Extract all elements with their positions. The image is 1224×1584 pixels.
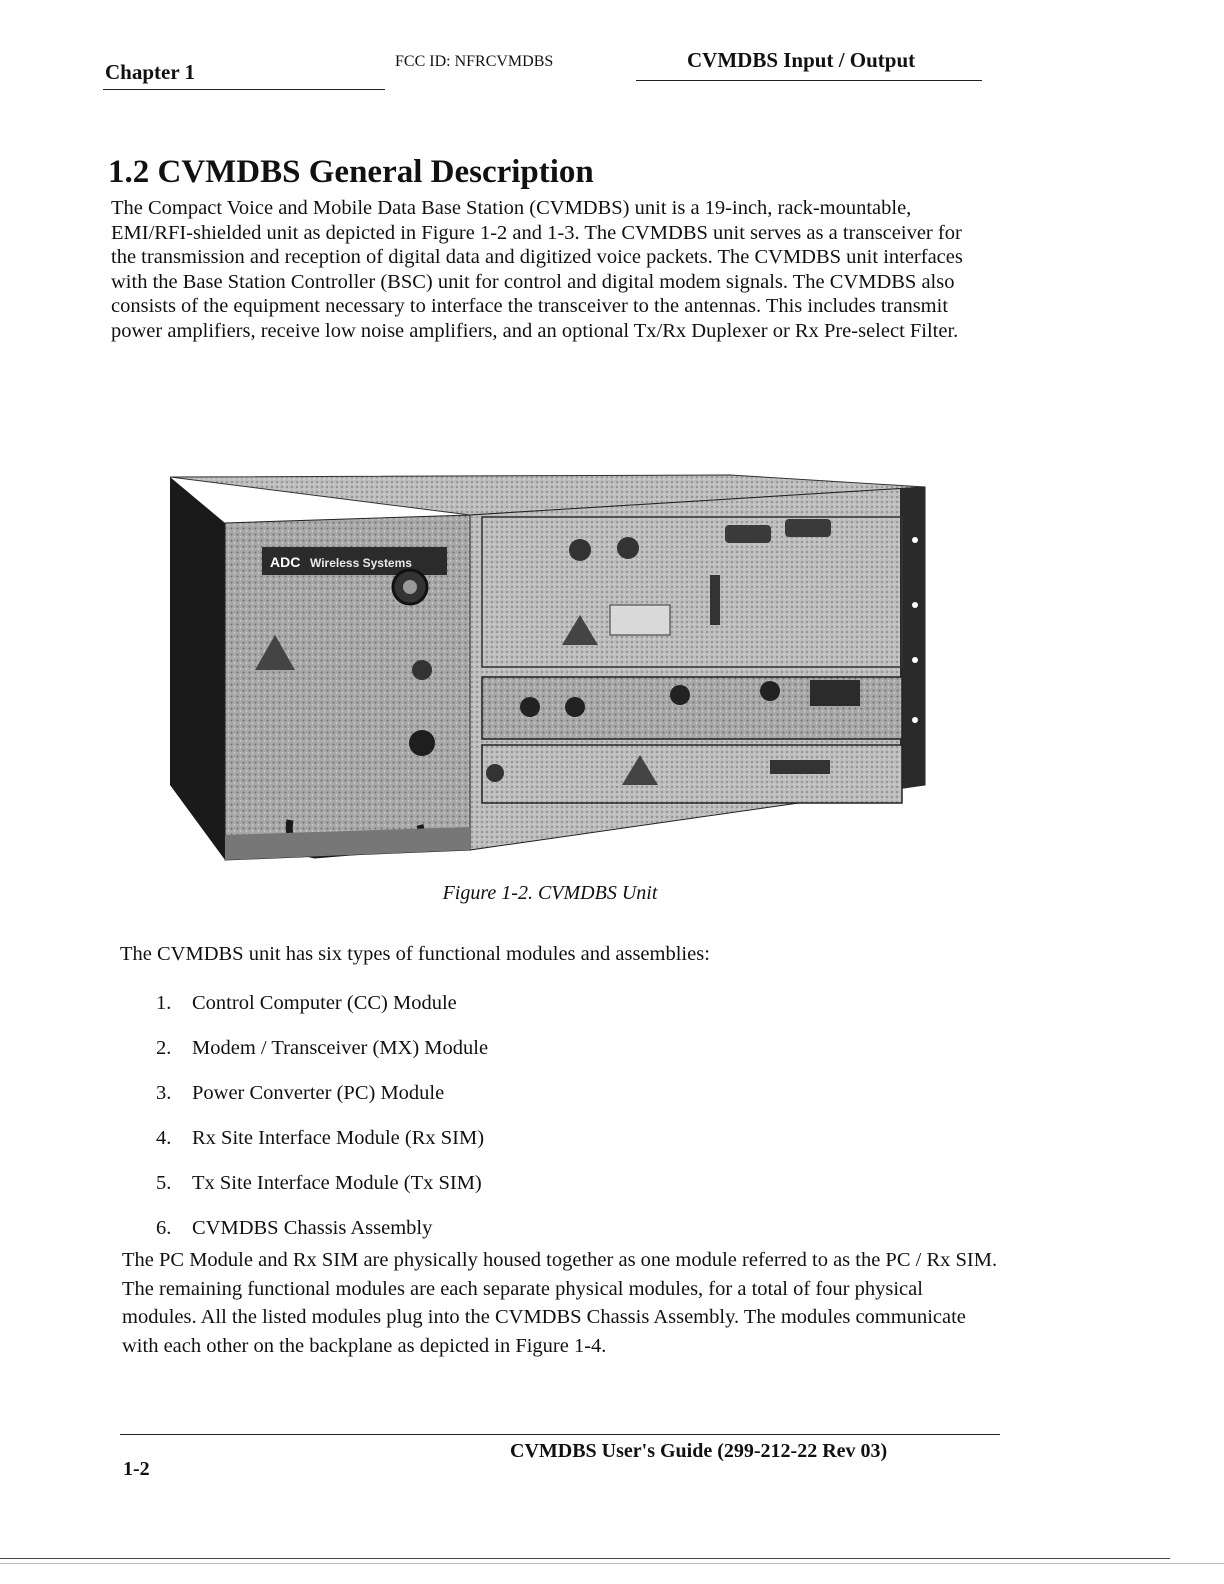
closing-paragraph: The PC Module and Rx SIM are physically housed together as one module referred to as the PC / Rx SIM. The remaining functional modules are each separate physical modules, for a total of four physical modules. All the listed modules plug into the CVMDBS Chassis Assembly. The modules communicate with each other on the backplane as depicted in Figure 1-4.: [122, 1249, 998, 1357]
scan-edge-line: [0, 1558, 1170, 1559]
list-item-label: Control Computer (CC) Module: [192, 992, 457, 1014]
footer-rule: [120, 1434, 1000, 1435]
footer-page-number: 1-2: [123, 1458, 150, 1480]
list-item-label: Power Converter (PC) Module: [192, 1082, 445, 1104]
figure-caption: Figure 1-2. CVMDBS Unit: [442, 882, 658, 904]
rack-ear-right: [900, 487, 925, 789]
header-rule-right: [636, 80, 982, 81]
list-item-label: Rx Site Interface Module (Rx SIM): [192, 1127, 485, 1149]
module-list: [156, 988, 488, 1258]
list-item-label: Tx Site Interface Module (Tx SIM): [192, 1172, 482, 1194]
adc-logo-text: ADC: [270, 554, 301, 570]
footer-guide-title: CVMDBS User's Guide (299-212-22 Rev 03): [510, 1440, 888, 1462]
header-fcc-id: FCC ID: NFRCVMDBS: [395, 53, 554, 70]
list-item-number: 1.: [156, 992, 172, 1014]
list-intro: The CVMDBS unit has six types of functional modules and assemblies:: [120, 943, 710, 965]
list-item-number: 4.: [156, 1127, 172, 1149]
list-item-number: 2.: [156, 1037, 172, 1059]
section-title: 1.2 CVMDBS General Description: [108, 154, 594, 190]
list-item: [156, 1078, 488, 1123]
header-rule-left: [103, 89, 385, 90]
list-item-label: Modem / Transceiver (MX) Module: [192, 1037, 489, 1059]
list-item-number: 5.: [156, 1172, 172, 1194]
list-item-number: 3.: [156, 1082, 172, 1104]
scan-edge-line-faint: [0, 1563, 1224, 1564]
list-item: [156, 1168, 488, 1213]
intro-paragraph: The Compact Voice and Mobile Data Base Station (CVMDBS) unit is a 19-inch, rack-mountable, EMI/RFI-shielded unit as depicted in Figure 1-2 and 1-3. The CVMDBS unit serves as a transceiver for the transmission and reception of digital data and digitized voice packets. The CVMDBS unit interfaces with the Base Station Controller (BSC) unit for control and digital modem signals. The CVMDBS also consists of the equipment necessary to interface the transceiver to the antennas. This includes transmit power amplifiers, receive low noise amplifiers, and an optional Tx/Rx Duplexer or Rx Pre-select Filter.: [111, 197, 963, 342]
list-item-number: 6.: [156, 1217, 172, 1239]
list-item: [156, 1033, 488, 1078]
list-item: [156, 988, 488, 1033]
header-section-title: CVMDBS Input / Output: [687, 48, 916, 72]
header-chapter: Chapter 1: [105, 60, 196, 84]
list-item-label: CVMDBS Chassis Assembly: [192, 1217, 433, 1239]
cvmdbs-unit-photo: [170, 455, 930, 865]
list-item: [156, 1123, 488, 1168]
brand-text: Wireless Systems: [310, 556, 412, 570]
module-slot-lower: [482, 745, 902, 803]
chassis-left-side: [170, 477, 225, 860]
